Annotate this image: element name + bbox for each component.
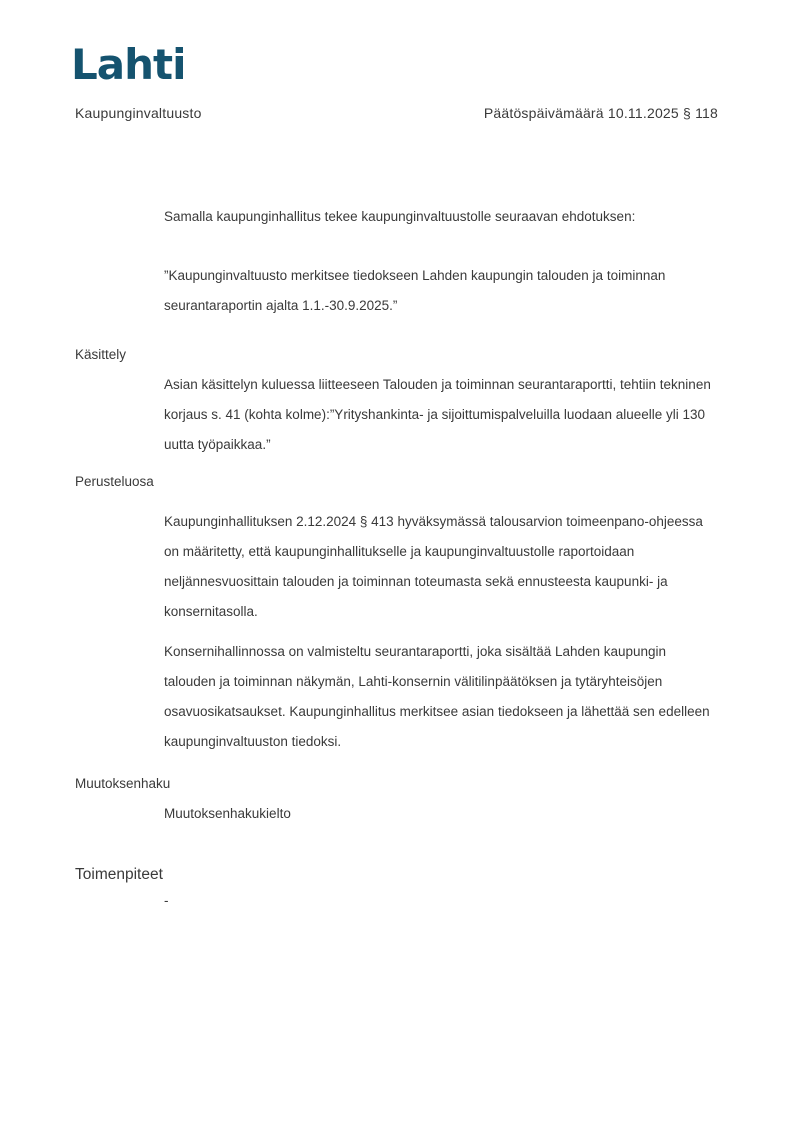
toimenpiteet-heading: Toimenpiteet [75,866,163,883]
muutoksenhaku-heading: Muutoksenhaku [75,776,171,791]
section-perusteluosa [75,467,718,757]
lahti-city-logo: Lahti [71,40,186,89]
perusteluosa-paragraph-1: Kaupunginhallituksen 2.12.2024 § 413 hyväksymässä talousarvion toimeenpano-ohjeessa on määritetty, että kaupunginhallitukselle ja kaupunginvaltuustolle raportoidaan neljännesvuosittain talouden ja toiminnan toteumasta sekä ennusteesta kaupunki- ja konsernitasolla. [164,514,703,619]
header-organ-name: Kaupunginvaltuusto [75,105,202,121]
section-kasittely [75,340,718,460]
perusteluosa-heading: Perusteluosa [75,474,154,489]
kasittely-paragraph: Asian käsittelyn kuluessa liitteeseen Talouden ja toiminnan seurantaraportti, tehtiin tekninen korjaus s. 41 (kohta kolme):”Yrityshankinta- ja sijoittumispalveluilla luodaan alueelle yli 130 uutta työpaikkaa.” [164,377,711,452]
document-header [75,104,718,122]
section-toimenpiteet [75,862,718,914]
section-muutoksenhaku [75,769,718,829]
document-body [75,202,718,914]
section-intro [75,202,718,321]
intro-paragraph-quote: ”Kaupunginvaltuusto merkitsee tiedokseen Lahden kaupungin talouden ja toiminnan seurantaraportin ajalta 1.1.-30.9.2025.” [164,268,666,313]
perusteluosa-paragraph-2: Konsernihallinnossa on valmisteltu seurantaraportti, joka sisältää Lahden kaupungin talouden ja toiminnan näkymän, Lahti-konsernin välitilinpäätöksen ja tytäryhteisöjen osavuosikatsaukset. Kaupunginhallitus merkitsee asian tiedokseen ja lähettää sen edelleen kaupunginvaltuuston tiedoksi. [164,644,710,749]
header-decision-date: Päätöspäivämäärä 10.11.2025 § 118 [483,105,718,121]
kasittely-heading: Käsittely [75,347,127,362]
intro-paragraph-proposal: Samalla kaupunginhallitus tekee kaupunginvaltuustolle seuraavan ehdotuksen: [164,209,636,224]
muutoksenhaku-paragraph: Muutoksenhakukielto [164,806,291,821]
toimenpiteet-paragraph: - [164,893,169,908]
